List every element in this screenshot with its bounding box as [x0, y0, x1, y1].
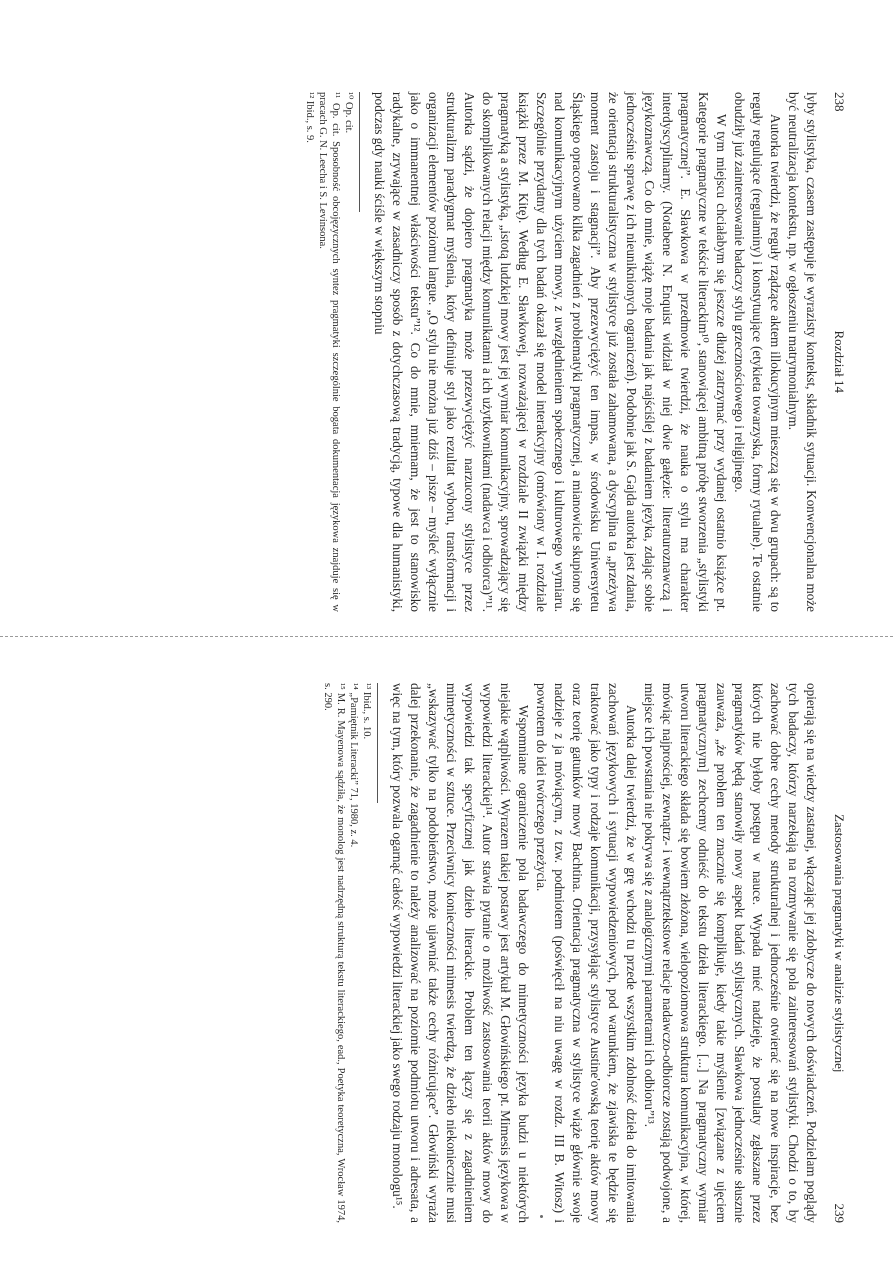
- paragraph: opierają się na wiedzy zastanej, włączając jej zdobycze do nowych doświadczeń. Podzielam poglądy tych badaczy, którzy narzekają na rozmywanie się pola zainteresowań stylistyki. Chodzi o to, by zachować dobre cechy metody strukturalnej i jednocześnie otwierać się na nowe inspiracje, bez których nie byłoby postępu w nauce. Wypada mieć nadzieję, że postulaty zgłaszane przez pragmatyków będą stanowiły nowy aspekt badań stylistycznych. Sławkowa jednocześnie słusznie zauważa, „że problem ten znacznie się komplikuje, kiedy takie myślenie [związane z ujęciem pragmatycznym] zechcemy odnieść do tekstu dzieła literackiego. [...] Na pragmatyczny wymiar utworu literackiego składa się bowiem złożona, wielopoziomowa struktura komunikacyjna, w której, mówiąc najprościej, zewnątrz- i wewnątrztekstowe relacje nadawczo-odbiorcze zostają podwojone, a miejsce ich powstania nie pokrywa się z analogicznymi parametrami ich odbioru”¹³.: [642, 683, 819, 1223]
- footnote: ¹⁵ M. R. Mayenowa sądziła, że monolog jest nadrzędną strukturą tekstu literackiego, ead., Poetyka teoretyczna, Wrocław 1974, s. 290.: [322, 683, 346, 1223]
- footnote: ¹¹ Op. cit. Sposobność obcojęzycznych syntez pragmatyki szczególnie bogata dokumentacja językowa znajduje się w pracach G. N. Leecha i S. Levinsona.: [317, 92, 341, 612]
- running-head: Zastosowania pragmatyki w analizie stylistycznej: [832, 814, 847, 1073]
- paragraph: Wspomniane ograniczenie pola badawczego do mimetyczności języka budzi u niektórych niejakie wątpliwości. Wyrazem takiej postawy jest artykuł M. Głowińskiego pt. Mimesis językowa w wypowiedzi literackiej¹⁴. Autor stawia pytanie o możliwość zastosowania teorii aktów mowy do wypowiedzi tak specyficznej jak dzieło literackie. Problem ten łączy się z zagadnieniem mimetyczności w sztuce. Przeciwnicy konieczności mimesis twierdzą, że dzieło niekoniecznie musi „wskazywać tylko na podobieństwo, może ujawniać także cechy różnicujące”. Głowiński wyraża dalej przekonanie, że zagadnienie to należy analizować na poziomie podmiotu utworu i adresata, a więc na tym, który pozwala ogarnąć całość wypowiedzi literackiej jako swego rodzaju monologu¹⁵.: [390, 683, 531, 1223]
- footnote: ¹⁰ Op. cit.: [343, 92, 354, 134]
- page-number: 239: [832, 1203, 847, 1223]
- footnote: ¹² Ibid., s. 9.: [304, 92, 315, 143]
- right-page: [70, 683, 848, 1223]
- left-page: [70, 92, 848, 612]
- paragraph: W tym miejscu chciałabym się jeszcze dłużej zatrzymać przy wydanej ostatnio książce pt. Kategorie pragmatyczne w tekście literackim¹⁰, stanowiącej ambitną próbę stworzenia „stylistyki pragmatycznej”. E. Sławkowa w przedmowie twierdzi, że nauka o stylu ma charakter interdyscyplinarny. (Notabene N. Enquist widział w niej dwie gałęzie: literaturoznawczą i językoznawczą. Co do mnie, wiążę moje badania jak najściślej z badaniem języka, zdając sobie jednocześnie sprawę z ich nieuniknionych ograniczeń). Podobnie jak S. Gajda autorka jest zdania, że orientacja strukturalistyczna w stylistyce już została zahamowana, a dyscyplina ta „przeżywa moment zastoju i stagnacji”. Aby przezwyciężyć ten impas, w środowisku Uniwersytetu Śląskiego opracowano kilka zagadnień z problematyki pragmatycznej, a mianowicie skupiono się nad komunikacyjnym użyciem mowy, z uwzględnieniem społecznego i kulturowego wymiaru. Szczególnie przydatny dla tych badań okazał się model interakcyjny (omówiony w I. rozdziale książki przez M. Kitę). Według E. Sławkowej, rozważającej w rozdziale II związki między pragmatyką a stylistyką, „istotą ludzkiej mowy jest jej wymiar komunikacyjny, sprowadzający się do skomplikowanych relacji między komunikatami a ich użytkownikami (nadawca i odbiorca)”¹¹. Autorka sądzi, że dopiero pragmatyka może przezwyciężyć narzucony stylistyce przez strukturalizm paradygmat myślenia, który definiuje styl jako rezultat wyboru, transformacji i organizacji elementów poziomu langue. „O stylu nie można już dziś – pisze – myśleć wyłącznie jako o immanentnej właściwości tekstu”¹². Co do mnie, mniemam, że jest to stanowisko radykalne, zrywające w zasadniczy sposób z dotychczasową tradycją, typowe dla humanistyki, podczas gdy nauki ściśle w większym stopniu: [372, 92, 729, 612]
- left-page-header: [830, 92, 848, 612]
- page-number: 238: [832, 92, 847, 112]
- running-head: Rozdział 14: [832, 330, 847, 393]
- paragraph: Autorka twierdzi, że reguły rządzące aktem illokucyjnym mieszczą się w dwu grupach: są to reguły regulujące (regulaminy) i konstytuujące (etykieta towarzyska, formy rytualne). Te ostatnie obudziły już zainteresowanie badaczy stylu grzecznościowego i religijnego.: [732, 92, 783, 612]
- paragraph: lyby stylistyka, czasem zastępuje je wyrazisty kontekst, składnik sytuacji. Konwencjonalna może być neutralizacja kontekstu, np. w ogłoszeniu matrymonialnym.: [786, 92, 819, 612]
- paragraph: Autorka dalej twierdzi, że w grę wchodzi tu przede wszystkim zdolność dzieła do imitowania zachowań językowych i sytuacji wypowiedzeniowych, pod warunkiem, że zjawiska te będzie się traktować jako typy i rodzaje komunikacji, przysyłając stylistyce Austine'owską teorię aktów mowy oraz teorię gatunków mowy Bachtina. Orientacja pragmatyczna w stylistyce wiąże głównie swoje nadzieje z ja mówiącym, z tzw. podmiotem (poświęcił na niu uwagę w rozdz. III B. Witosz) i powrotem do idei twórczego przeżycia.: [534, 683, 639, 1223]
- page-fold-divider: [0, 636, 893, 637]
- footnote-rule: [359, 92, 360, 212]
- right-page-header: [830, 683, 848, 1223]
- footnote: ¹³ Ibid., s. 10.: [361, 683, 372, 740]
- footnote-rule: [377, 683, 378, 803]
- footnote: ¹⁴ „Pamiętnik Literacki” 71, 1980, z. 4.: [348, 683, 359, 848]
- scan-dust-mark: [540, 1215, 543, 1218]
